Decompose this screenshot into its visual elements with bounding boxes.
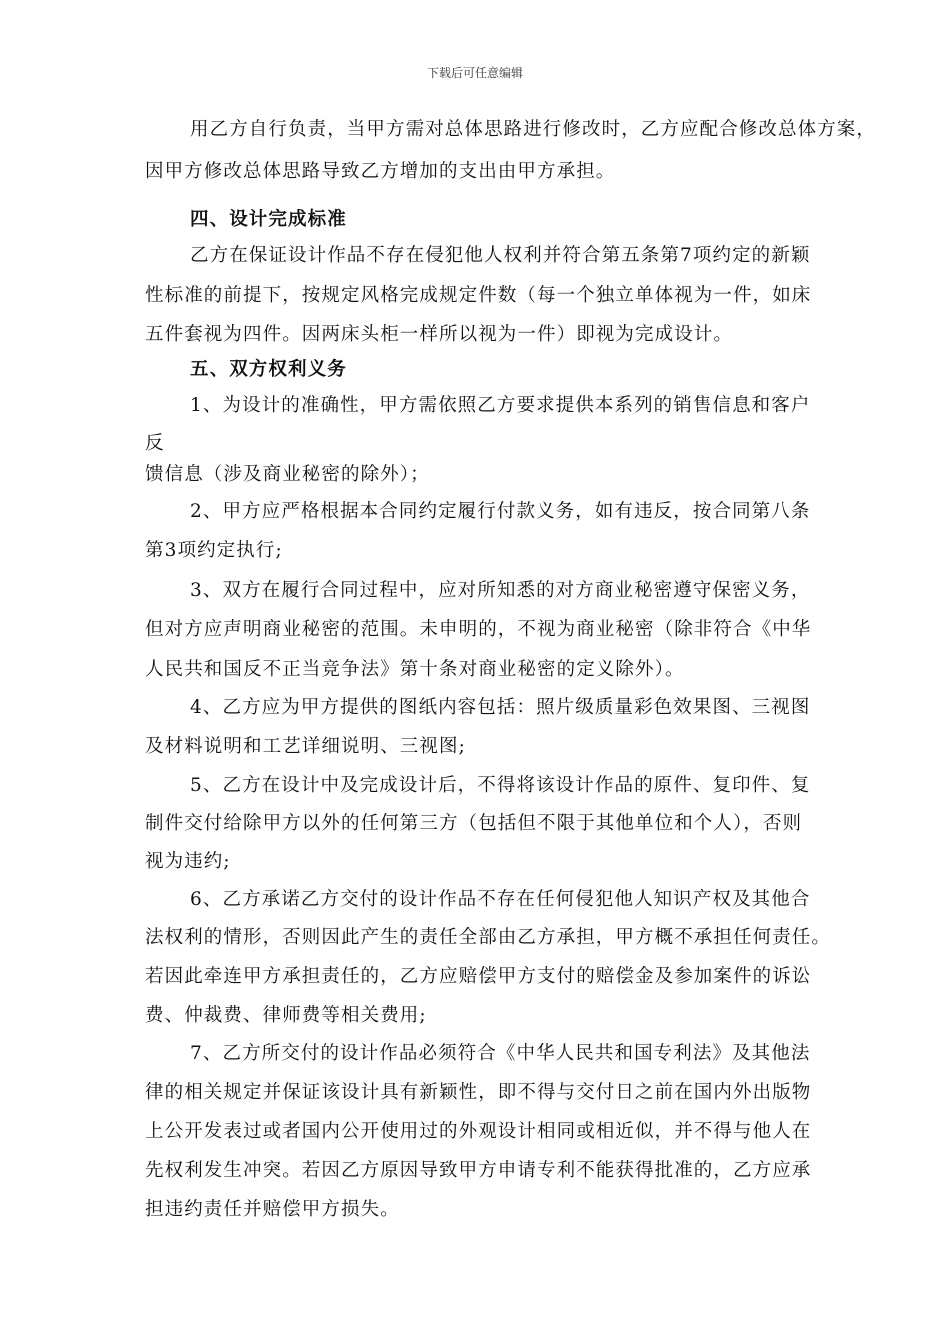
paragraph-line: 6、乙方承诺乙方交付的设计作品不存在任何侵犯他人知识产权及其他合	[190, 889, 811, 910]
paragraph-line: 制件交付给除甲方以外的任何第三方（包括但不限于其他单位和个人），否则	[145, 813, 803, 834]
paragraph-line: 人民共和国反不正当竞争法》第十条对商业秘密的定义除外）。	[145, 659, 685, 680]
paragraph-line: 担违约责任并赔偿甲方损失。	[145, 1199, 400, 1220]
paragraph-line: 反	[145, 433, 165, 454]
paragraph-line: 乙方在保证设计作品不存在侵犯他人权利并符合第五条第7项约定的新颖	[190, 245, 811, 266]
paragraph-line: 若因此牵连甲方承担责任的，乙方应赔偿甲方支付的赔偿金及参加案件的诉讼	[145, 966, 812, 987]
paragraph-line: 3、双方在履行合同过程中，应对所知悉的对方商业秘密遵守保密义务，	[190, 580, 811, 601]
paragraph-line: 2、甲方应严格根据本合同约定履行付款义务，如有违反，按合同第八条	[190, 501, 811, 522]
paragraph-line: 因甲方修改总体思路导致乙方增加的支出由甲方承担。	[145, 161, 616, 182]
paragraph-line: 7、乙方所交付的设计作品必须符合《中华人民共和国专利法》及其他法	[190, 1043, 811, 1064]
paragraph-line: 费、仲裁费、律师费等相关费用;	[145, 1005, 427, 1026]
paragraph-line: 视为违约;	[145, 851, 231, 872]
paragraph-line: 馈信息（涉及商业秘密的除外）；	[145, 464, 430, 485]
paragraph-line: 及材料说明和工艺详细说明、三视图;	[145, 736, 466, 757]
paragraph-line: 法权利的情形，否则因此产生的责任全部由乙方承担，甲方概不承担任何责任。	[145, 927, 832, 948]
paragraph-line: 1、为设计的准确性，甲方需依照乙方要求提供本系列的销售信息和客户	[190, 395, 811, 416]
paragraph-line: 五件套视为四件。因两床头柜一样所以视为一件）即视为完成设计。	[145, 324, 734, 345]
paragraph-line: 性标准的前提下，按规定风格完成规定件数（每一个独立单体视为一件，如床	[145, 285, 812, 306]
section-heading: 五、双方权利义务	[190, 359, 347, 380]
paragraph-line: 上公开发表过或者国内公开使用过的外观设计相同或相近似，并不得与他人在	[145, 1121, 812, 1142]
paragraph-line: 用乙方自行负责，当甲方需对总体思路进行修改时，乙方应配合修改总体方案，	[190, 119, 877, 140]
paragraph-line: 4、乙方应为甲方提供的图纸内容包括：照片级质量彩色效果图、三视图	[190, 697, 811, 718]
paragraph-line: 第3项约定执行;	[145, 540, 283, 561]
paragraph-line: 律的相关规定并保证该设计具有新颖性，即不得与交付日之前在国内外出版物	[145, 1082, 812, 1103]
section-heading: 四、设计完成标准	[190, 209, 347, 230]
paragraph-line: 先权利发生冲突。若因乙方原因导致甲方申请专利不能获得批准的，乙方应承	[145, 1160, 812, 1181]
paragraph-line: 5、乙方在设计中及完成设计后，不得将该设计作品的原件、复印件、复	[190, 775, 811, 796]
page-header-note: 下载后可任意编辑	[426, 66, 523, 80]
paragraph-line: 但对方应声明商业秘密的范围。未申明的，不视为商业秘密（除非符合《中华	[145, 619, 812, 640]
